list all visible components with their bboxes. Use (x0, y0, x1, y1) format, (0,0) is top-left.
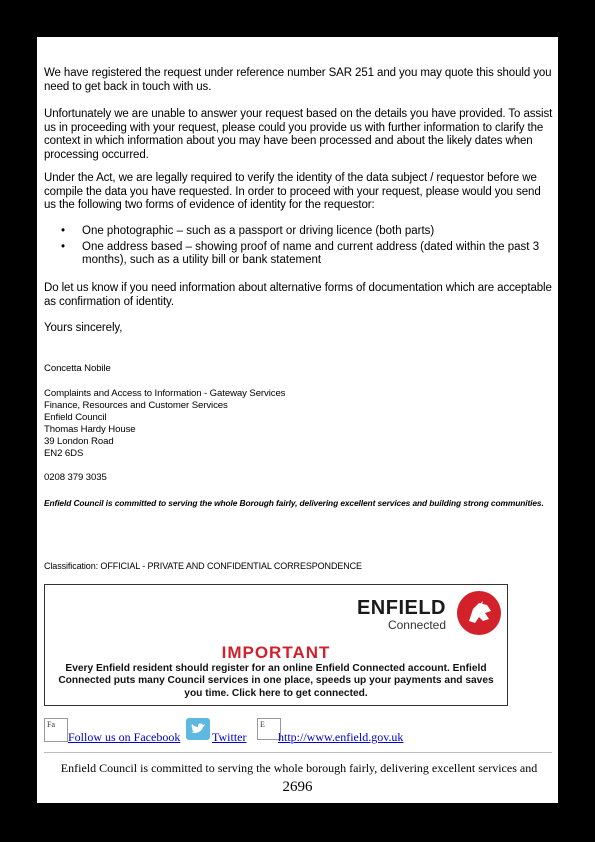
bullet-icon: • (61, 240, 66, 253)
bullet-icon: • (61, 225, 66, 237)
twitter-icon[interactable] (186, 718, 210, 740)
closing: Yours sincerely, (44, 322, 123, 334)
classification-label: Classification: OFFICIAL - PRIVATE AND CONFIDENTIAL CORRESPONDENCE (44, 561, 362, 571)
address-line: 39 London Road (44, 436, 114, 447)
address-line: Finance, Resources and Customer Services (44, 400, 228, 411)
page-number: 2696 (282, 779, 313, 795)
list-item (58, 225, 548, 239)
list-item-text: One photographic – such as a passport or driving licence (both parts) (82, 225, 435, 237)
document-page (37, 37, 558, 803)
evidence-list (58, 225, 548, 270)
enfield-connected-banner[interactable] (44, 584, 508, 706)
footer-statement: Enfield Council is committed to serving the whole borough fairly, delivering excellent services and (60, 761, 538, 775)
paragraph-reference: We have registered the request under reference number SAR 251 and you may quote this should you need to get back in touch with us. (44, 67, 552, 93)
address-line: Thomas Hardy House (44, 424, 136, 435)
divider (44, 752, 552, 753)
social-links (44, 718, 554, 744)
list-item-text: One address based – showing proof of name and current address (dated within the past 3 months), such as a utility bill or bank statement (82, 240, 540, 266)
banner-heading: IMPORTANT (221, 643, 331, 662)
logo-subtitle: Connected (387, 618, 446, 632)
logo-title: ENFIELD (356, 597, 446, 619)
signatory-address (44, 388, 554, 460)
address-line: Enfield Council (44, 412, 107, 423)
banner-text: Every Enfield resident should register for an online Enfield Connected account. Enfield Connected puts many Council services in one place, speeds up your payments and saves you time. Click here to get connected. (58, 663, 494, 699)
enfield-connected-logo (351, 591, 501, 635)
dragon-emblem-icon (457, 591, 501, 635)
address-line: Complaints and Access to Information - Gateway Services (44, 388, 286, 399)
paragraph-alternatives: Do let us know if you need information about alternative forms of documentation which are acceptable as confirmation of identity. (44, 282, 552, 308)
signatory-name: Concetta Nobile (44, 363, 111, 374)
phone-number: 0208 379 3035 (44, 472, 107, 483)
website-link[interactable]: http://www.enfield.gov.uk (278, 730, 404, 744)
paragraph-unable: Unfortunately we are unable to answer your request based on the details you have provided. To assist us in proceeding with your request, please could you provide us with further information to clarify the context in which information about you may have been processed and about the likely dates when processing occurred. (44, 108, 553, 161)
twitter-link[interactable]: Twitter (212, 730, 247, 744)
list-item (58, 241, 548, 268)
address-line: EN2 6DS (44, 448, 84, 459)
council-motto: Enfield Council is committed to serving the whole Borough fairly, delivering excellent services and building strong communities. (44, 498, 544, 508)
facebook-link[interactable]: Follow us on Facebook (68, 730, 181, 744)
facebook-icon[interactable]: Fa (44, 718, 68, 742)
website-icon[interactable]: E (257, 718, 281, 740)
paragraph-identity: Under the Act, we are legally required to verify the identity of the data subject / requestor before we compile the data you have requested. In order to proceed with your request, please would you send us the following two forms of evidence of identity for the requestor: (44, 172, 541, 211)
